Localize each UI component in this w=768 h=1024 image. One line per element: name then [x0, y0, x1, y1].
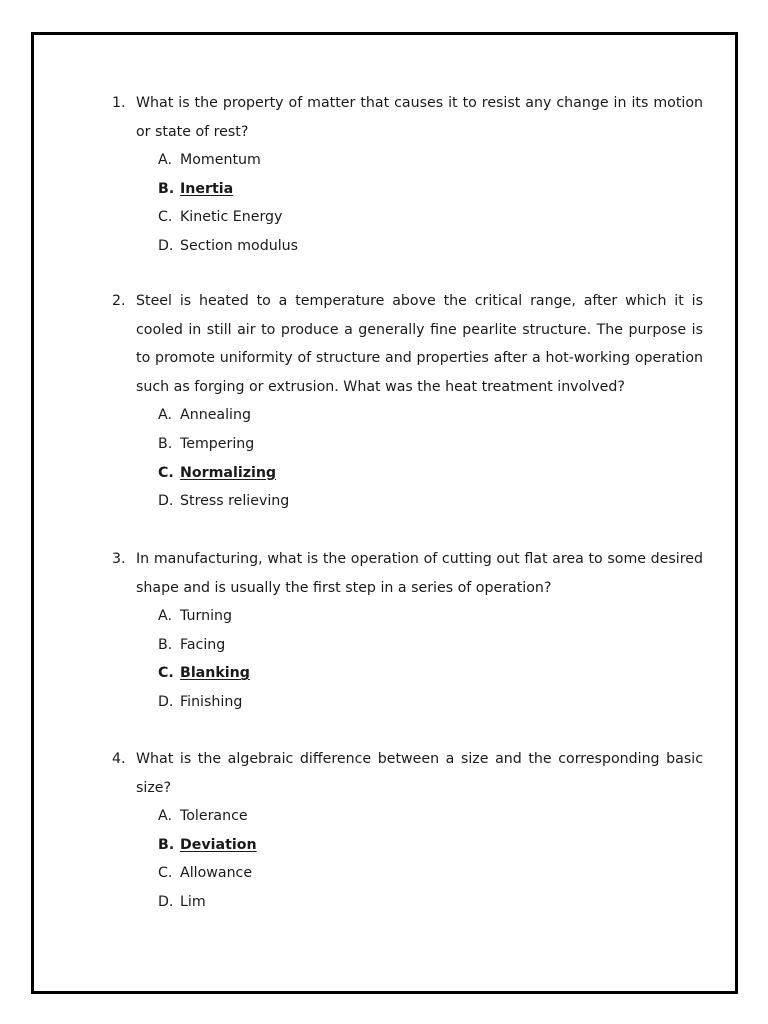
option-letter: A.: [158, 608, 172, 625]
option-letter: B.: [158, 180, 175, 197]
option-text: Lim: [180, 893, 206, 910]
option-text: Stress relieving: [180, 493, 290, 510]
option-letter: A.: [158, 152, 172, 169]
option-a: [158, 146, 703, 175]
option-text: Tempering: [180, 435, 255, 452]
option-list: [107, 802, 703, 916]
option-letter: D.: [158, 237, 174, 254]
option-text: Deviation: [180, 836, 257, 853]
option-d: [158, 232, 703, 261]
option-text: Kinetic Energy: [180, 209, 283, 226]
option-letter: C.: [158, 665, 174, 682]
option-text: Normalizing: [180, 464, 277, 481]
option-c: [158, 859, 703, 888]
option-text: Finishing: [180, 693, 243, 710]
question-text: What is the algebraic difference between a size and the corresponding basic size?: [136, 751, 703, 796]
question-4: [107, 745, 703, 917]
option-b: [158, 430, 703, 459]
option-text: Inertia: [180, 180, 234, 197]
option-letter: B.: [158, 636, 173, 653]
option-text: Tolerance: [180, 808, 248, 825]
option-letter: D.: [158, 493, 174, 510]
option-a: [158, 401, 703, 430]
option-letter: C.: [158, 464, 174, 481]
option-b-correct-answer: [158, 175, 703, 204]
option-b: [158, 631, 703, 660]
option-c-correct-answer: [158, 459, 703, 488]
option-letter: C.: [158, 209, 173, 226]
option-list: [107, 146, 703, 260]
option-list: [107, 401, 703, 515]
option-text: Turning: [180, 608, 233, 625]
option-d: [158, 688, 703, 717]
question-text: In manufacturing, what is the operation of cutting out flat area to some desired shape and is usually the first step in a series of operation?: [136, 551, 703, 596]
option-text: Momentum: [180, 152, 261, 169]
option-b-correct-answer: [158, 831, 703, 860]
option-list: [107, 602, 703, 716]
option-c: [158, 203, 703, 232]
question-number: 2.: [112, 293, 126, 309]
question-1: [107, 89, 703, 261]
option-letter: A.: [158, 407, 172, 424]
question-number: 1.: [112, 95, 126, 111]
option-text: Allowance: [180, 865, 253, 882]
option-letter: A.: [158, 808, 172, 825]
option-text: Blanking: [180, 665, 250, 682]
question-2: [107, 287, 703, 516]
option-a: [158, 602, 703, 631]
question-text: Steel is heated to a temperature above the critical range, after which it is cooled in still air to produce a generally fine pearlite structure. The purpose is to promote uniformity of structure and properties after a hot-working operation such as forging or extrusion. What was the heat treatment involved?: [136, 293, 703, 395]
option-a: [158, 802, 703, 831]
question-number: 4.: [112, 751, 126, 767]
option-text: Section modulus: [180, 237, 299, 254]
question-number: 3.: [112, 551, 126, 567]
option-letter: B.: [158, 836, 175, 853]
question-text: What is the property of matter that causes it to resist any change in its motion or state of rest?: [136, 95, 703, 140]
option-letter: C.: [158, 865, 173, 882]
option-text: Annealing: [180, 407, 251, 424]
option-text: Facing: [180, 636, 226, 653]
option-d: [158, 888, 703, 917]
option-c-correct-answer: [158, 659, 703, 688]
option-letter: D.: [158, 693, 174, 710]
option-d: [158, 487, 703, 516]
question-3: [107, 545, 703, 717]
option-letter: B.: [158, 435, 173, 452]
option-letter: D.: [158, 893, 174, 910]
